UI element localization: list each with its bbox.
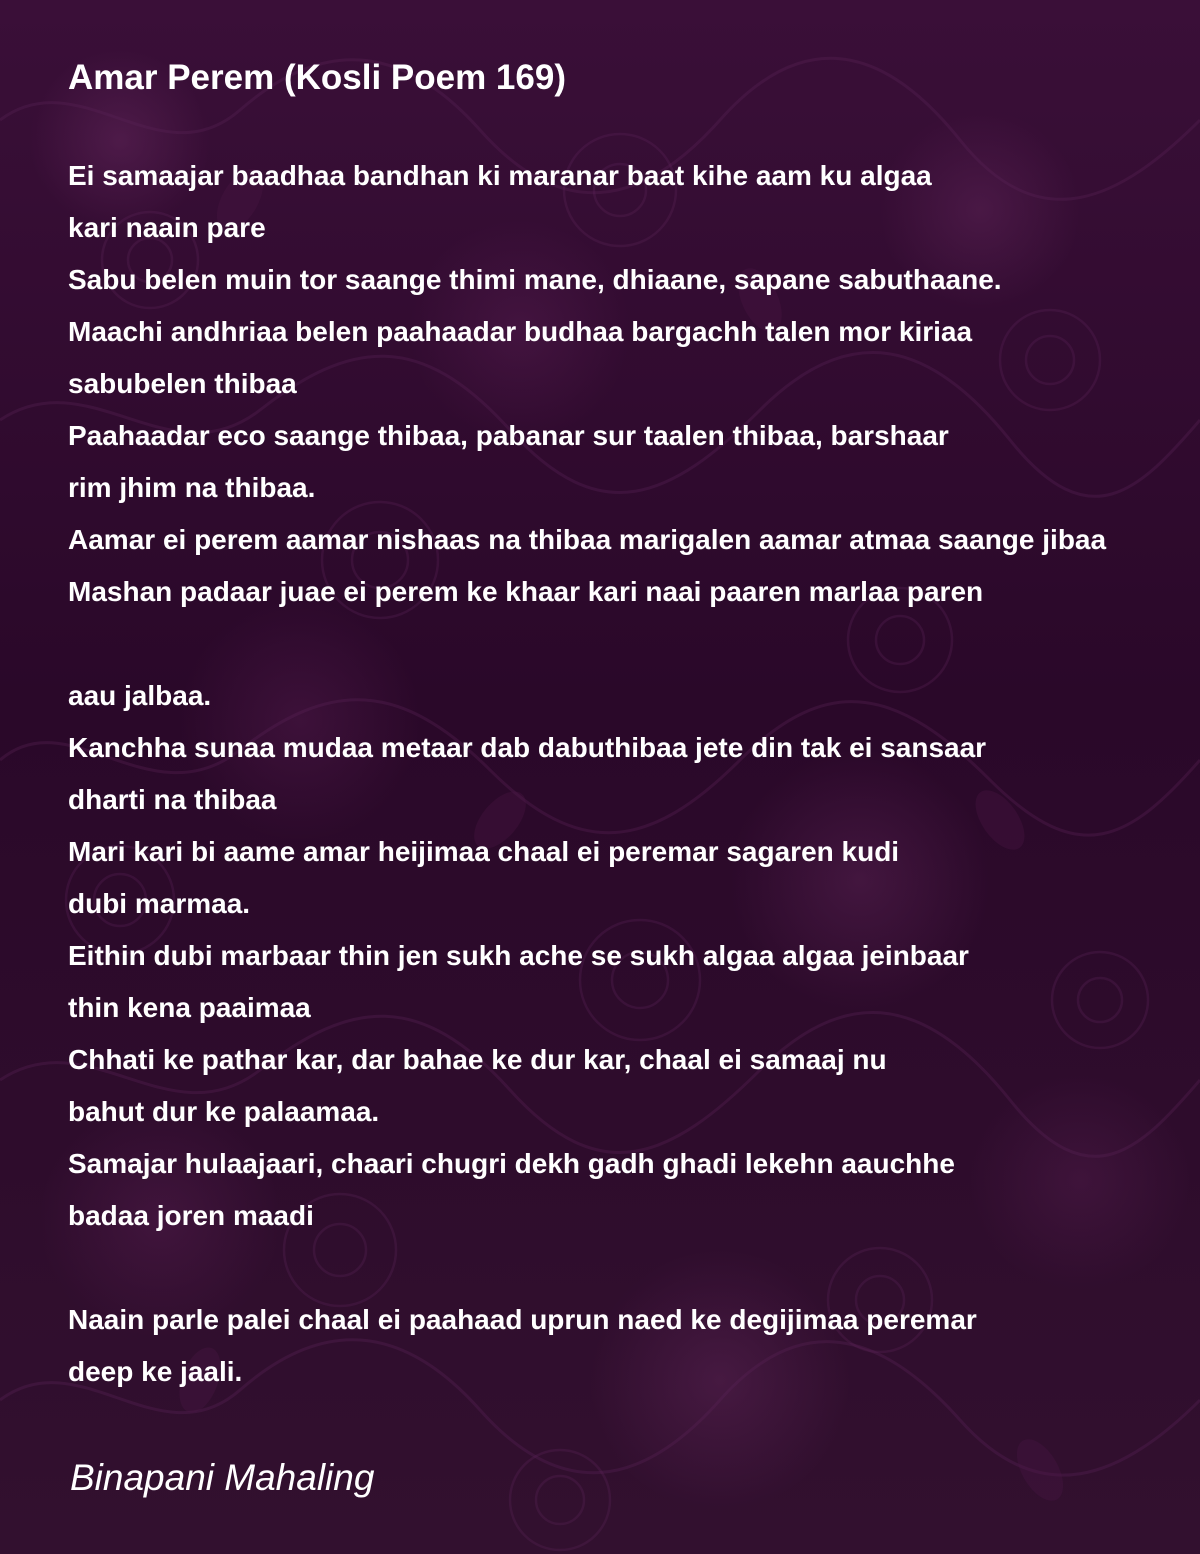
poem-line: Chhati ke pathar kar, dar bahae ke dur kar, chaal ei samaaj nu	[68, 1044, 887, 1075]
poem-line: bahut dur ke palaamaa.	[68, 1096, 380, 1127]
poem-line: Mari kari bi aame amar heijimaa chaal ei peremar sagaren kudi	[68, 836, 900, 867]
poem-line: dubi marmaa.	[68, 888, 251, 919]
poem-line: Maachi andhriaa belen paahaadar budhaa bargachh talen mor kiriaa	[68, 316, 973, 347]
poem-line: Mashan padaar juae ei perem ke khaar kari naai paaren marlaa paren	[68, 576, 984, 607]
poem-line: Sabu belen muin tor saange thimi mane, dhiaane, sapane sabuthaane.	[68, 264, 1002, 295]
poem-line: Aamar ei perem aamar nishaas na thibaa marigalen aamar atmaa saange jibaa	[68, 524, 1107, 555]
poem-line: rim jhim na thibaa.	[68, 472, 316, 503]
poem-line: sabubelen thibaa	[68, 368, 297, 399]
poem-line: Samajar hulaajaari, chaari chugri dekh gadh ghadi lekehn aauchhe	[68, 1148, 955, 1179]
stanza-2	[68, 670, 1200, 1242]
poem-line: aau jalbaa.	[68, 680, 212, 711]
poem-line: kari naain pare	[68, 212, 266, 243]
poem-line: thin kena paaimaa	[68, 992, 311, 1023]
poem-title: Amar Perem (Kosli Poem 169)	[68, 58, 566, 97]
poem-line: Paahaadar eco saange thibaa, pabanar sur taalen thibaa, barshaar	[68, 420, 949, 451]
poem-line: badaa joren maadi	[68, 1200, 314, 1231]
stanza-3	[68, 1294, 1200, 1398]
poem-card	[68, 0, 1200, 1554]
poem-line: deep ke jaali.	[68, 1356, 243, 1387]
poem-line: dharti na thibaa	[68, 784, 277, 815]
poem-line: Ei samaajar baadhaa bandhan ki maranar baat kihe aam ku algaa	[68, 160, 932, 191]
stanza-1	[68, 150, 1200, 618]
poem-line: Eithin dubi marbaar thin jen sukh ache se sukh algaa algaa jeinbaar	[68, 940, 969, 971]
poem-author: Binapani Mahaling	[70, 1457, 375, 1498]
poem-line: Naain parle palei chaal ei paahaad uprun naed ke degijimaa peremar	[68, 1304, 977, 1335]
poem-line: Kanchha sunaa mudaa metaar dab dabuthibaa jete din tak ei sansaar	[68, 732, 987, 763]
